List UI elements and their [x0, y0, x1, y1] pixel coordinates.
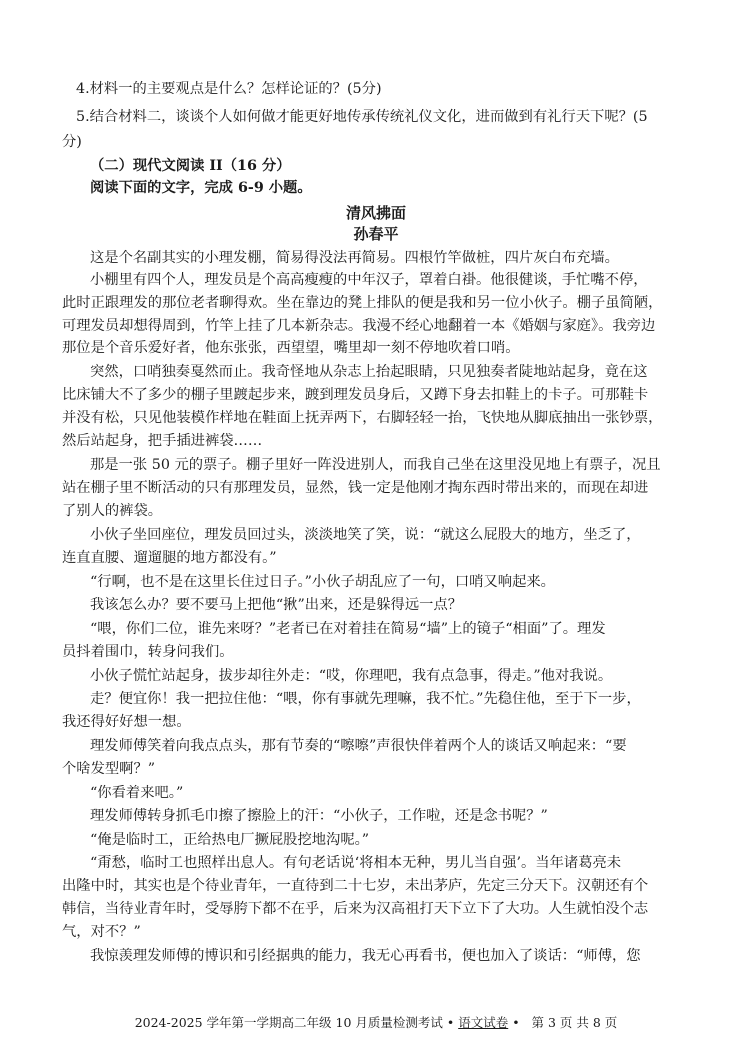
footer-exam-name: 2024-2025 学年第一学期高二年级 10 月质量检测考试 •: [134, 1015, 459, 1030]
article-line: 理发师傅转身抓毛巾擦了擦脸上的汗：“小伙子，工作啦，还是念书呢？”: [90, 808, 548, 824]
article-line: 我惊羡理发师傅的博识和引经据典的能力，我无心再看书，便也加入了谈话：“师傅，您: [90, 948, 641, 964]
article-line: 突然，口哨独奏戛然而止。我奇怪地从杂志上抬起眼睛，只见独奏者陡地站起身，竟在这: [90, 364, 648, 380]
footer-page-number: 第 3 页 共 8 页: [523, 1015, 618, 1030]
section-heading: （二）现代文阅读 II（16 分）: [90, 158, 291, 174]
article-line: 比床铺大不了多少的棚子里踱起步来，踱到理发员身后，又蹲下身去扣鞋上的卡子。可那鞋卡: [62, 387, 649, 403]
article-line: 理发师傅笑着向我点点头，那有节奏的“嚓嚓”声很快伴着两个人的谈话又响起来：“要: [90, 738, 627, 754]
article-line: 我该怎么办？要不要马上把他“揪”出来，还是躲得远一点？: [90, 597, 463, 613]
article-line: “行啊，也不是在这里长住过日子。”小伙子胡乱应了一句，口哨又响起来。: [90, 574, 555, 590]
article-line: 那位是个音乐爱好者，他东张张，西望望，嘴里却一刻不停地吹着口哨。: [62, 340, 520, 356]
article-line: 了别人的裤袋。: [62, 503, 163, 519]
article-line: 站在棚子里不断活动的只有那理发员，显然，钱一定是他刚才掏东西时带出来的，而现在却进: [62, 480, 649, 496]
article-line: 连直直腰、遛遛腿的地方都没有。”: [62, 550, 277, 566]
footer-separator: •: [508, 1015, 524, 1030]
section-instruction: 阅读下面的文字，完成 6-9 小题。: [90, 180, 312, 196]
article-line: 可理发员却想得周到，竹竿上挂了几本新杂志。我漫不经心地翻着一本《婚姻与家庭》。我旁边: [62, 318, 656, 334]
article-line: “你看着来吧。”: [90, 785, 184, 801]
article-line: 我还得好好想一想。: [62, 714, 191, 730]
question-5-line-1: 5.结合材料二，谈谈个人如何做才能更好地传承传统礼仪文化，进而做到有礼行天下呢？(5: [76, 109, 648, 125]
article-line: 出隆中时，其实也是个待业青年，一直待到二十七岁，未出茅庐，先定三分天下。汉朝还有个: [62, 878, 649, 894]
article-line: 小棚里有四个人，理发员是个高高瘦瘦的中年汉子，罩着白褂。他很健谈，手忙嘴不停，: [90, 272, 648, 288]
article-line: 员抖着围巾，转身问我们。: [62, 644, 234, 660]
article-line: 那是一张 50 元的票子。棚子里好一阵没进别人，而我自己坐在这里没见地上有票子，况且: [90, 457, 661, 473]
article-line: 韩信，当待业青年时，受辱胯下都不在乎，后来为汉高祖打天下立下了大功。人生就怕没个志: [62, 901, 649, 917]
article-line: 气，对不？”: [62, 924, 141, 940]
article-line: “俺是临时工，正给热电厂撅屁股挖地沟呢。”: [90, 832, 370, 848]
article-line: 走？便宜你！我一把拉住他：“喂，你有事就先理嘛，我不忙。”先稳住他，至于下一步，: [90, 691, 641, 707]
article-author: 孙春平: [353, 225, 399, 243]
article-line: 此时正跟理发的那位老者聊得欢。坐在靠边的凳上排队的便是我和另一位小伙子。棚子虽简陋，: [62, 295, 663, 311]
article-line: “甭愁，临时工也照样出息人。有句老话说‘将相本无种，男儿当自强’。当年诸葛亮未: [90, 855, 622, 871]
article-line: 个啥发型啊？”: [62, 761, 156, 777]
article-line: 并没有松，只见他装模作样地在鞋面上抚弄两下，右脚轻轻一抬，飞快地从脚底抽出一张钞票，: [62, 410, 663, 426]
article-title: 清风拂面: [345, 204, 406, 222]
article-line: 小伙子慌忙站起身，拔步却往外走：“哎，你理吧，我有点急事，得走。”他对我说。: [90, 668, 613, 684]
question-4: 4.材料一的主要观点是什么？怎样论证的？(5分): [76, 81, 382, 97]
article-line: “喂，你们二位，谁先来呀？”老者已在对着挂在简易“墙”上的镜子“相面”了。理发: [90, 621, 606, 637]
article-line: 小伙子坐回座位，理发员回过头，淡淡地笑了笑，说：“就这么屁股大的地方，坐乏了，: [90, 527, 641, 543]
article-line: 然后站起身，把手插进裤袋……: [62, 433, 263, 449]
footer-subject: 语文试卷: [458, 1015, 509, 1030]
question-5-line-2: 分): [62, 134, 82, 150]
page-footer: [0, 1014, 752, 1032]
article-line: 这是个名副其实的小理发棚，简易得没法再简易。四根竹竿做桩，四片灰白布充墙。: [90, 250, 619, 266]
